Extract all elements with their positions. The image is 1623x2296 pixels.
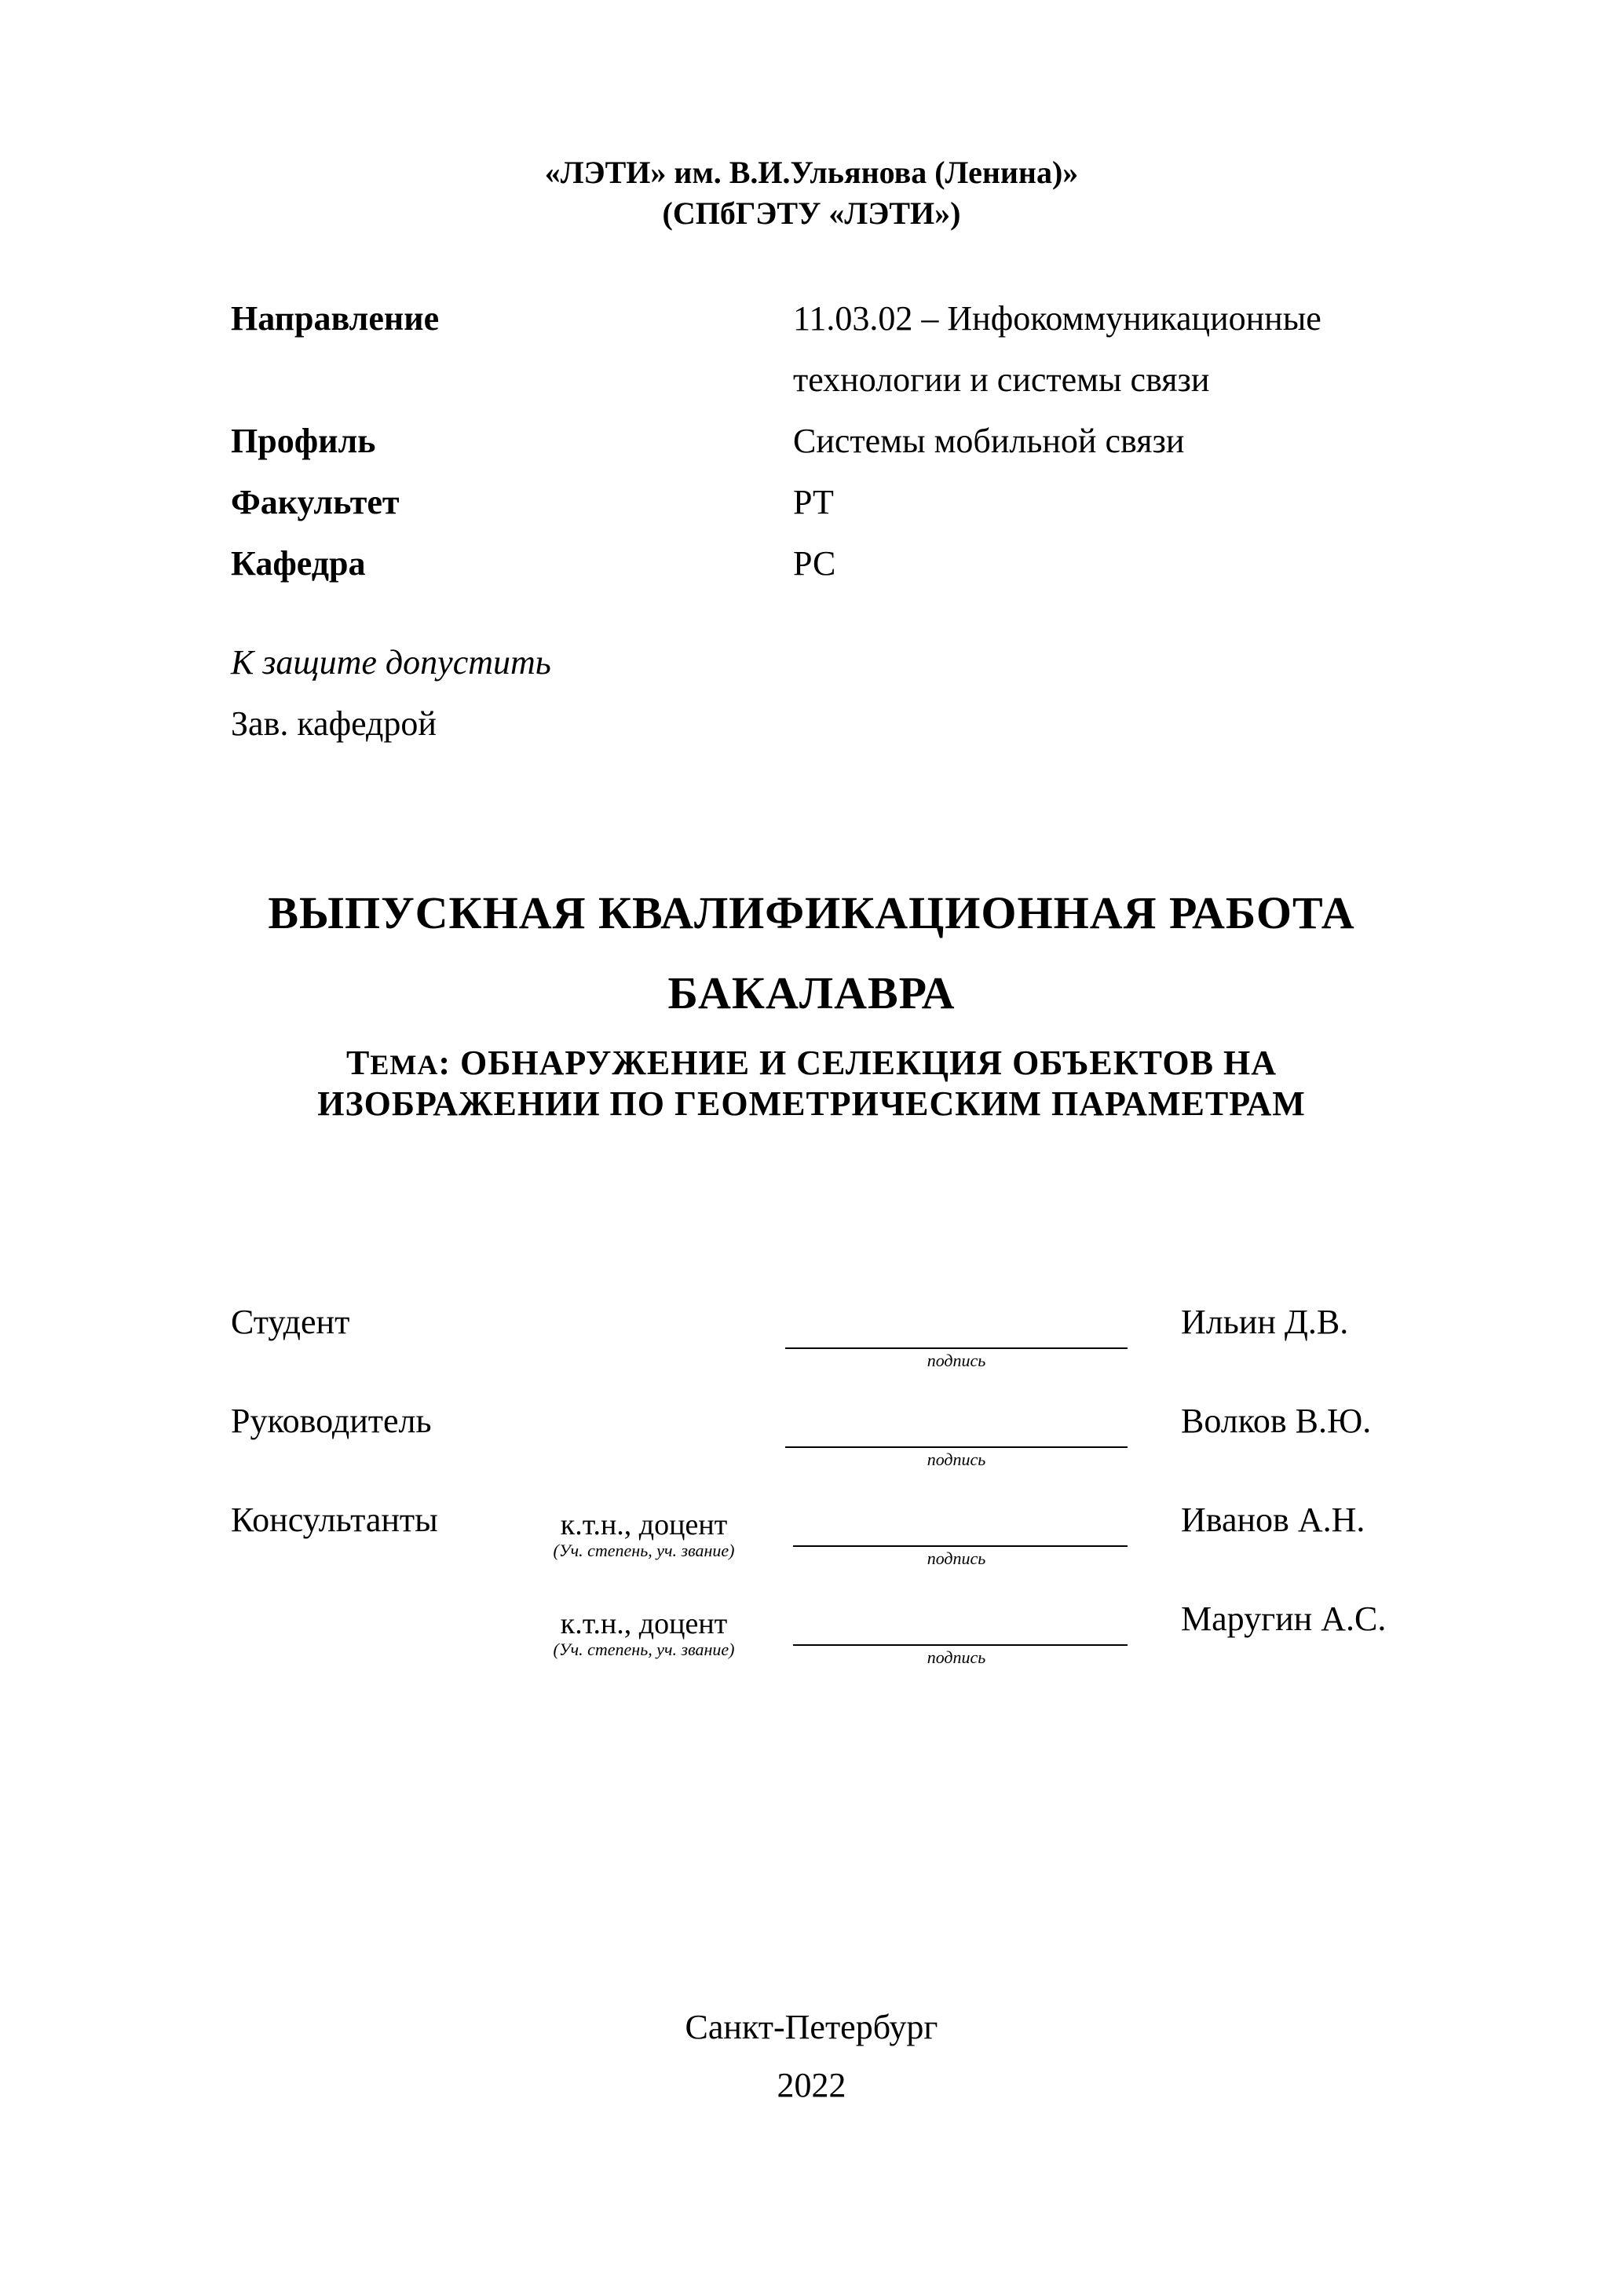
thesis-topic-line2: ИЗОБРАЖЕНИИ ПО ГЕОМЕТРИЧЕСКИМ ПАРАМЕТРАМ (317, 1084, 1306, 1123)
consultant1-rank-caption: (Уч. степень, уч. звание) (553, 1541, 735, 1560)
consultant2-name: Маругин А.С. (1181, 1600, 1387, 1638)
supervisor-signature-line (785, 1446, 1128, 1448)
student-signature-caption: подпись (927, 1351, 986, 1370)
head-of-department-label: Зав. кафедрой (231, 704, 437, 743)
university-abbreviation: (СПбГЭТУ «ЛЭТИ») (662, 196, 961, 231)
university-name: «ЛЭТИ» им. В.И.Ульянова (Ленина)» (544, 155, 1079, 190)
faculty-value: РТ (793, 483, 834, 521)
profile-value: Системы мобильной связи (793, 422, 1185, 460)
consultant2-signature-line (793, 1644, 1128, 1646)
supervisor-name: Волков В.Ю. (1181, 1402, 1372, 1440)
topic-prefix-initial: Т (346, 1044, 371, 1082)
student-signature-line (785, 1347, 1128, 1349)
consultant1-signature-line (793, 1545, 1128, 1547)
faculty-label: Факультет (231, 483, 400, 521)
consultant1-name: Иванов А.Н. (1181, 1501, 1365, 1539)
thesis-title-line1: ВЫПУСКНАЯ КВАЛИФИКАЦИОННАЯ РАБОТА (268, 887, 1355, 938)
consultant1-rank: к.т.н., доцент (560, 1508, 728, 1541)
supervisor-label: Руководитель (231, 1402, 432, 1440)
student-label: Студент (231, 1303, 350, 1341)
direction-label: Направление (231, 299, 440, 338)
admission-text: К защите допустить (231, 643, 551, 682)
topic-prefix-rest: ЕМА (370, 1049, 439, 1080)
thesis-title-line2: БАКАЛАВРА (667, 967, 956, 1018)
direction-value-line1: 11.03.02 – Инфокоммуникационные (793, 299, 1321, 338)
consultant1-signature-caption: подпись (927, 1548, 986, 1568)
supervisor-signature-caption: подпись (927, 1450, 986, 1469)
city: Санкт-Петербург (685, 2008, 938, 2046)
department-label: Кафедра (231, 544, 366, 583)
year: 2022 (777, 2066, 846, 2104)
profile-label: Профиль (231, 422, 376, 460)
consultant2-signature-caption: подпись (927, 1647, 986, 1667)
consultant2-rank: к.т.н., доцент (560, 1607, 728, 1640)
consultants-label: Консультанты (231, 1501, 438, 1539)
student-name: Ильин Д.В. (1181, 1303, 1349, 1341)
topic-text-line1: : ОБНАРУЖЕНИЕ И СЕЛЕКЦИЯ ОБЪЕКТОВ НА (438, 1044, 1277, 1082)
thesis-topic-line1 (0, 1043, 1623, 1085)
department-value: РС (793, 544, 836, 583)
direction-value-line2: технологии и системы связи (793, 360, 1210, 399)
consultant2-rank-caption: (Уч. степень, уч. звание) (553, 1640, 735, 1659)
